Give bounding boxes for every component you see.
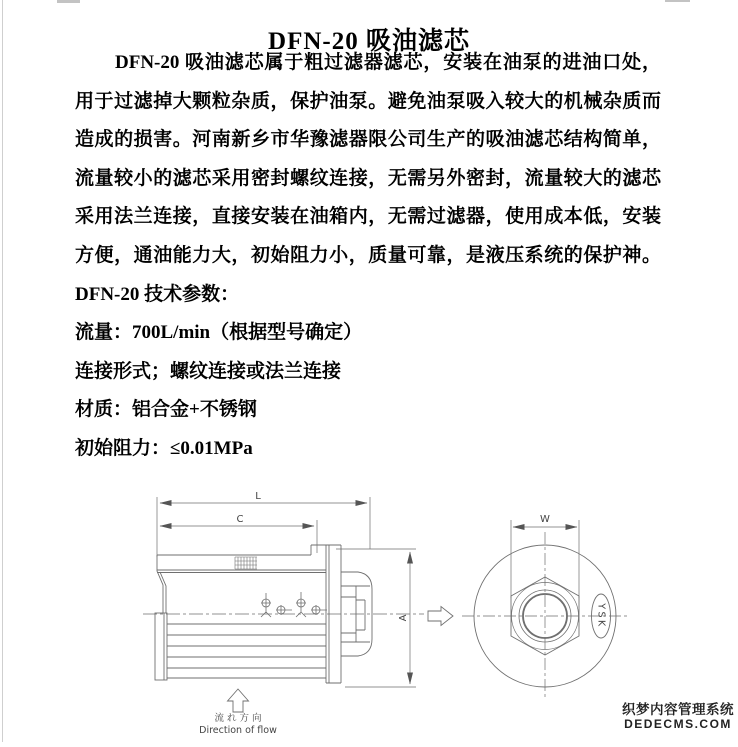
- flow-direction-label-jp: 流 れ 方 向: [214, 713, 262, 724]
- document-body: [75, 44, 661, 469]
- watermark-domain-line: DEDECMS.COM: [624, 717, 732, 731]
- watermark-cn-line: 织梦内容管理系统: [622, 702, 734, 717]
- top-edge-artifact-right: [665, 0, 690, 2]
- page-title: DFN-20 吸油滤芯: [268, 27, 470, 55]
- dim-W-label: W: [540, 514, 550, 525]
- flow-direction-label-en: Direction of flow: [199, 725, 277, 736]
- brand-oval-text: YSK: [595, 603, 607, 629]
- dim-A-label: A: [398, 614, 409, 622]
- dedecms-watermark: [622, 702, 734, 732]
- top-edge-artifact-left: [57, 0, 80, 3]
- dimension-labels: [199, 491, 606, 736]
- side-view: [143, 497, 453, 712]
- spec-heading: DFN-20 技术参数：: [75, 283, 240, 305]
- spec-material: 材质：铝合金+不锈钢: [75, 399, 257, 421]
- weld-symbols: [261, 592, 327, 617]
- flow-in-arrow-icon: [228, 689, 249, 712]
- paragraph-line: 流量较小的滤芯采用密封螺纹连接，无需另外密封，流量较大的滤芯: [75, 167, 661, 189]
- spec-initial-resistance: 初始阻力：≤0.01MPa: [75, 437, 253, 459]
- page-left-border: [2, 0, 3, 742]
- paragraph-line: 采用法兰连接，直接安装在油箱内，无需过滤器，使用成本低，安装: [75, 206, 661, 228]
- paragraph-line: DFN-20 吸油滤芯属于粗过滤器滤芯，安装在油泵的进油口处，: [115, 52, 661, 73]
- spec-flow: 流量：700L/min（根据型号确定）: [75, 322, 363, 344]
- dim-L-label: L: [255, 491, 261, 502]
- paragraph-line: 方便，通油能力大，初始阻力小，质量可靠，是液压系统的保护神。: [75, 244, 661, 266]
- spec-connection: 连接形式；螺纹连接或法兰连接: [75, 360, 342, 382]
- dim-C-label: C: [236, 514, 244, 525]
- flow-out-arrow-icon: [428, 607, 453, 626]
- paragraph-line: 用于过滤掉大颗粒杂质，保护油泵。避免油泵吸入较大的机械杂质而: [75, 90, 661, 112]
- hatch-pattern: [235, 557, 257, 569]
- paragraph-line: 造成的损害。河南新乡市华豫滤器限公司生产的吸油滤芯结构简单，: [75, 129, 661, 151]
